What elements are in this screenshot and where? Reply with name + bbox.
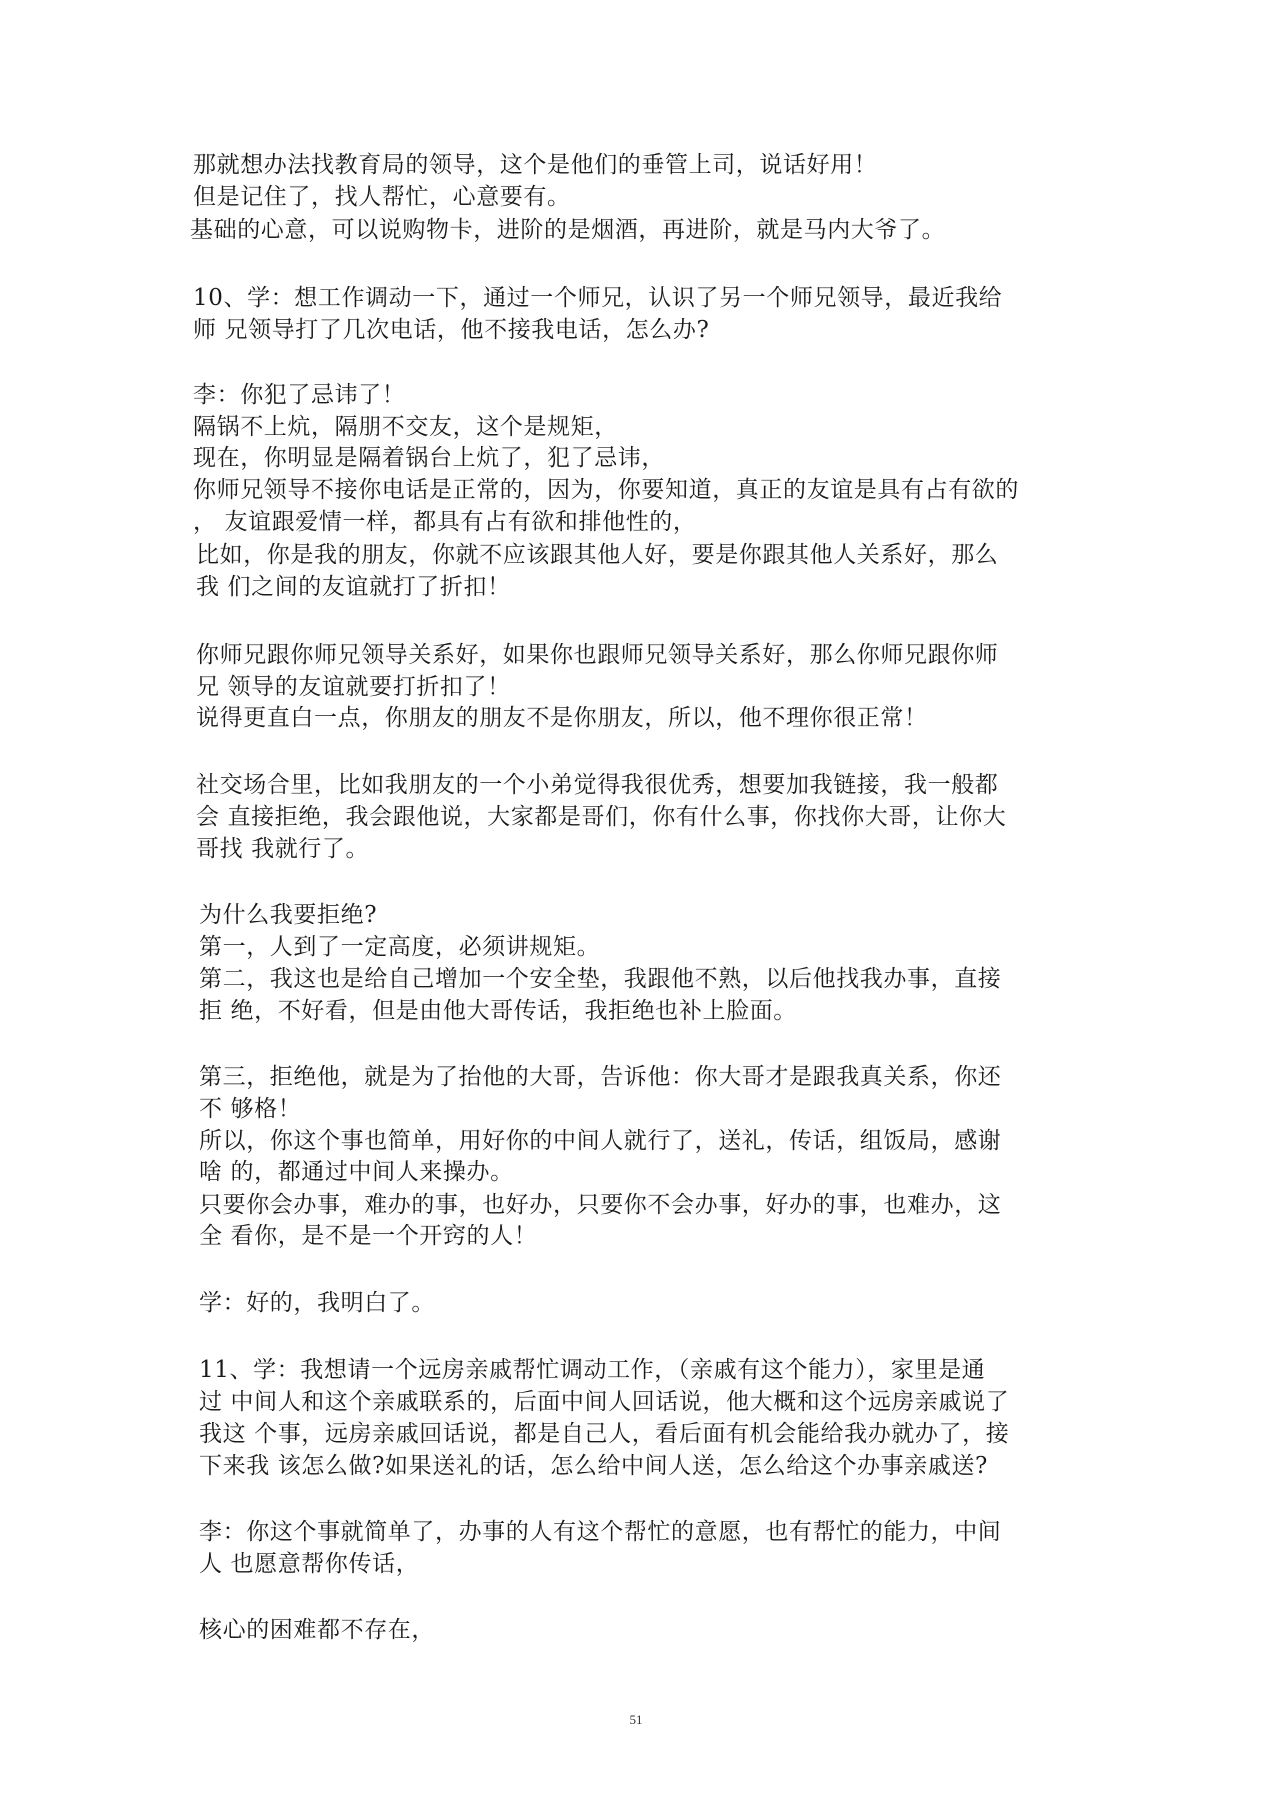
text-line: 人 也愿意帮你传话，	[199, 1551, 420, 1577]
text-line: 拒 绝，不好看，但是由他大哥传话，我拒绝也补上脸面。	[199, 998, 797, 1024]
text-line: 过 中间人和这个亲戚联系的，后面中间人回话说，他大概和这个远房亲戚说了	[199, 1389, 1010, 1415]
text-line: 说得更直白一点，你朋友的朋友不是你朋友，所以，他不理你很正常！	[196, 705, 928, 731]
text-line: 兄 领导的友谊就要打折扣了！	[196, 674, 511, 700]
text-line: 我 们之间的友谊就打了折扣！	[196, 574, 511, 600]
text-line: 哥找 我就行了。	[196, 836, 370, 862]
text-line: 第二，我这也是给自己增加一个安全垫，我跟他不熟，以后他找我办事，直接	[199, 966, 1002, 992]
text-line: 为什么我要拒绝?	[199, 902, 378, 928]
text-line: 10、学：想工作调动一下，通过一个师兄，认识了另一个师兄领导，最近我给	[193, 285, 1003, 311]
text-line: 你师兄领导不接你电话是正常的，因为，你要知道，真正的友谊是具有占有欲的	[193, 477, 1019, 503]
text-line: 第一，人到了一定高度，必须讲规矩。	[199, 934, 601, 960]
text-line: 你师兄跟你师兄领导关系好，如果你也跟师兄领导关系好，那么你师兄跟你师	[196, 642, 999, 668]
text-line: 基础的心意，可以说购物卡，进阶的是烟酒，再进阶，就是马内大爷了。	[190, 217, 946, 243]
text-line: 下来我 该怎么做?如果送礼的话，怎么给中间人送，怎么给这个办事亲戚送?	[199, 1453, 988, 1479]
page-number: 51	[629, 1712, 643, 1727]
text-line: 全 看你，是不是一个开窍的人！	[199, 1223, 538, 1249]
text-line: 啥 的，都通过中间人来操办。	[199, 1159, 514, 1185]
text-line: 只要你会办事，难办的事，也好办，只要你不会办事，好办的事，也难办，这	[199, 1192, 1002, 1218]
text-line: 那就想办法找教育局的领导，这个是他们的垂管上司，说话好用！	[193, 152, 878, 178]
text-line: ， 友谊跟爱情一样，都具有占有欲和排他性的，	[193, 509, 697, 535]
text-line: 我这 个事，远房亲戚回话说，都是自己人，看后面有机会能给我办就办了，接	[199, 1421, 1010, 1447]
text-line: 第三，拒绝他，就是为了抬他的大哥，告诉他：你大哥才是跟我真关系，你还	[199, 1064, 1002, 1090]
text-line: 学：好的，我明白了。	[199, 1290, 435, 1316]
text-line: 所以，你这个事也简单，用好你的中间人就行了，送礼，传话，组饭局，感谢	[199, 1128, 1002, 1154]
text-line: 比如，你是我的朋友，你就不应该跟其他人好，要是你跟其他人关系好，那么	[196, 542, 999, 568]
text-line: 现在，你明显是隔着锅台上炕了，犯了忌讳，	[193, 445, 665, 471]
text-line: 11、学：我想请一个远房亲戚帮忙调动工作，（亲戚有这个能力），家里是通	[199, 1357, 986, 1383]
text-line: 核心的困难都不存在，	[199, 1617, 435, 1643]
text-line: 不 够格！	[199, 1096, 302, 1122]
text-line: 会 直接拒绝，我会跟他说，大家都是哥们，你有什么事，你找你大哥，让你大	[196, 804, 1007, 830]
text-line: 隔锅不上炕，隔朋不交友，这个是规矩，	[193, 414, 618, 440]
text-line: 社交场合里，比如我朋友的一个小弟觉得我很优秀，想要加我链接，我一般都	[196, 772, 999, 798]
text-line: 李：你这个事就简单了，办事的人有这个帮忙的意愿，也有帮忙的能力，中间	[199, 1519, 1002, 1545]
text-line: 但是记住了，找人帮忙，心意要有。	[193, 184, 571, 210]
text-line: 李：你犯了忌讳了！	[193, 382, 406, 408]
text-line: 师 兄领导打了几次电话，他不接我电话，怎么办?	[193, 317, 710, 343]
